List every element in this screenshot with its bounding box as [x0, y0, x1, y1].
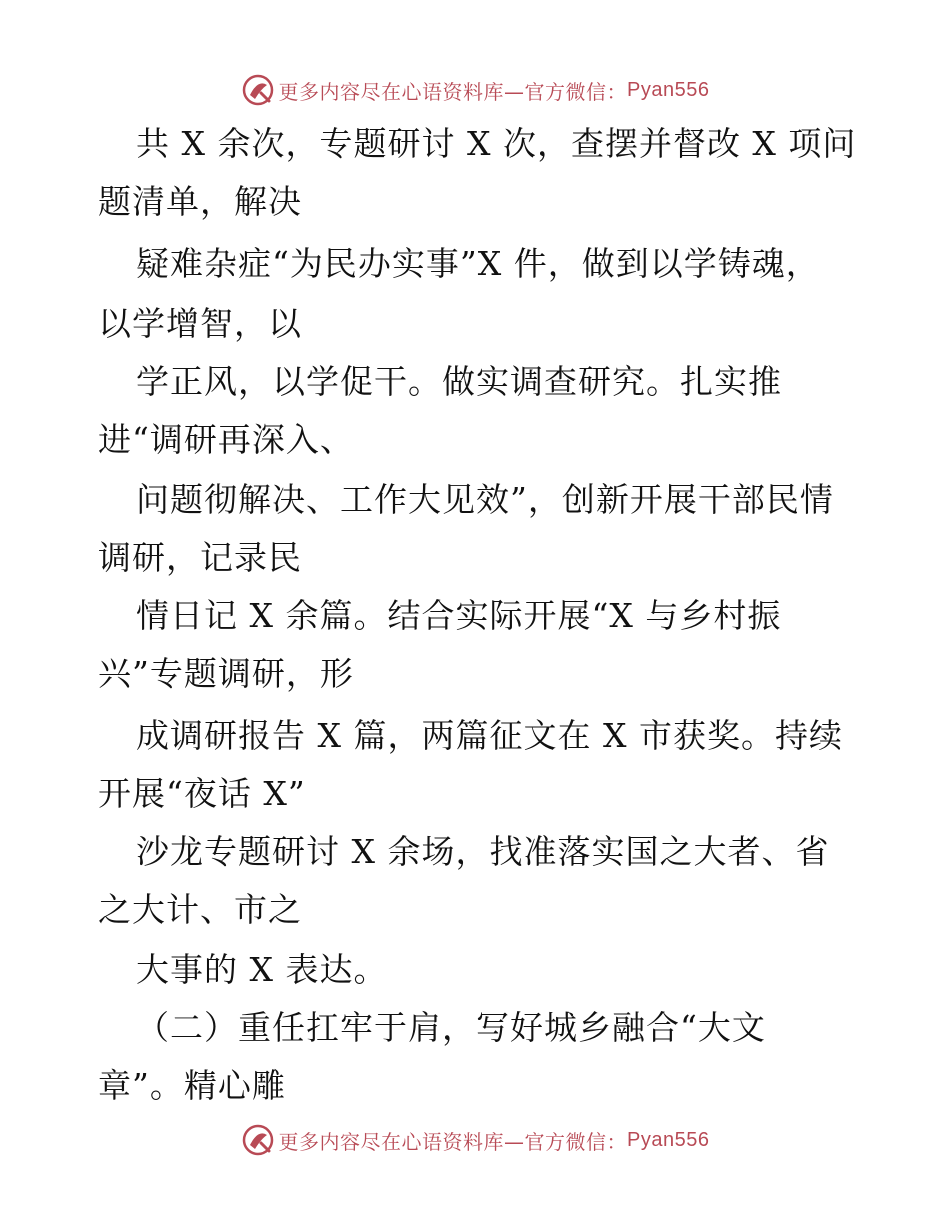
- seal-logo-icon: [241, 73, 275, 107]
- body-line: 疑难杂症“为民办实事”X 件，做到以学铸魂，: [136, 244, 820, 283]
- body-line: 成调研报告 X 篇，两篇征文在 X 市获奖。持续: [136, 716, 843, 755]
- header-banner-account: Pyan556: [627, 78, 710, 101]
- body-line: 兴”专题调研，形: [98, 654, 354, 693]
- body-line: （二）重任扛牢于肩，写好城乡融合“大文: [136, 1008, 766, 1047]
- body-line: 共 X 余次，专题研讨 X 次，查摆并督改 X 项问: [136, 124, 857, 163]
- body-line: 调研，记录民: [98, 538, 302, 577]
- footer-banner-account: Pyan556: [627, 1128, 710, 1151]
- body-line: 之大计、市之: [98, 890, 302, 929]
- body-line: 进“调研再深入、: [98, 420, 354, 459]
- header-banner-text: 更多内容尽在心语资料库—官方微信：: [278, 79, 628, 104]
- body-line: 问题彻解决、工作大见效”，创新开展干部民情: [136, 480, 834, 519]
- body-line: 开展“夜话 X”: [98, 774, 306, 813]
- body-line: 以学增智，以: [98, 304, 302, 343]
- body-line: 学正风，以学促干。做实调查研究。扎实推: [136, 362, 782, 401]
- body-line: 题清单，解决: [98, 182, 302, 221]
- body-line: 章”。精心雕: [98, 1066, 286, 1105]
- seal-logo-icon: [241, 1123, 275, 1157]
- footer-banner: [0, 1120, 950, 1160]
- body-line: 大事的 X 表达。: [136, 950, 388, 989]
- header-banner: [0, 70, 950, 110]
- footer-banner-text: 更多内容尽在心语资料库—官方微信：: [278, 1129, 628, 1154]
- body-line: 沙龙专题研讨 X 余场，找准落实国之大者、省: [136, 832, 830, 871]
- body-line: 情日记 X 余篇。结合实际开展“X 与乡村振: [136, 596, 782, 635]
